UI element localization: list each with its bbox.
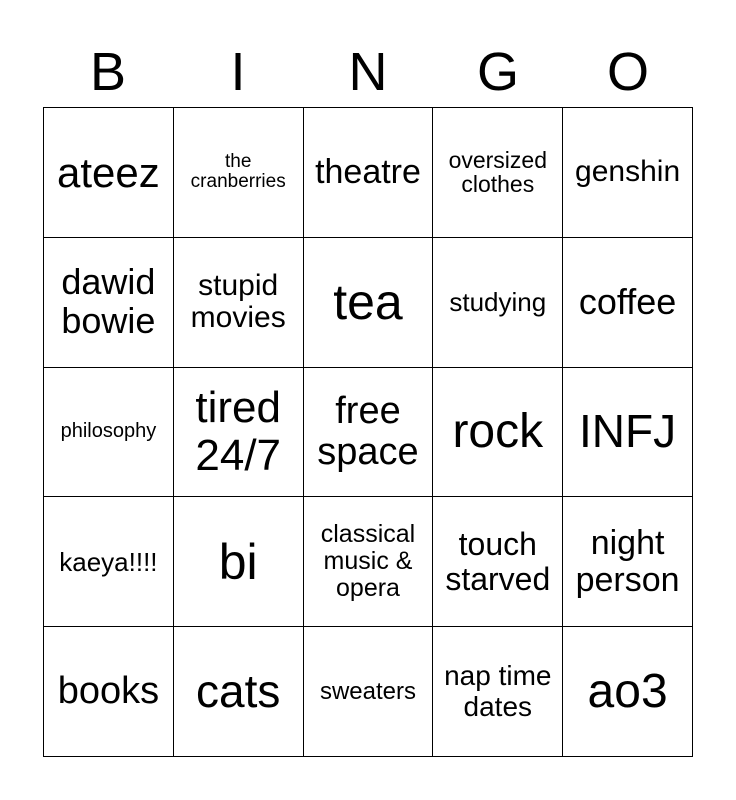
header-letter-i: I: [230, 42, 246, 102]
bingo-cell-label: philosophy: [60, 420, 157, 443]
bingo-cell[interactable]: [433, 238, 563, 368]
bingo-cell[interactable]: [563, 627, 693, 757]
bingo-cell-label: dawid bowie: [61, 261, 156, 342]
bingo-header: [43, 40, 693, 104]
bingo-cell[interactable]: [174, 108, 304, 238]
bingo-cell-label: cats: [196, 664, 281, 717]
bingo-cell[interactable]: [174, 368, 304, 498]
bingo-cell-label: stupid movies: [190, 268, 286, 335]
bingo-cell[interactable]: [304, 497, 434, 627]
bingo-cell[interactable]: [44, 108, 174, 238]
bingo-cell-label: INFJ: [579, 405, 677, 458]
bingo-cell-label: night person: [575, 524, 680, 599]
bingo-cell[interactable]: [44, 238, 174, 368]
bingo-cell-label: the cranberries: [190, 150, 286, 193]
bingo-cell[interactable]: [563, 368, 693, 498]
bingo-cell-label: nap time dates: [444, 660, 552, 722]
bingo-cell-label: bi: [218, 533, 258, 590]
bingo-cell[interactable]: [563, 238, 693, 368]
bingo-cell[interactable]: [304, 627, 434, 757]
bingo-cell-label: free space: [317, 389, 419, 473]
bingo-cell-label: rock: [452, 405, 544, 459]
bingo-cell[interactable]: [433, 627, 563, 757]
bingo-cell-label: coffee: [578, 280, 677, 322]
bingo-cell[interactable]: [563, 497, 693, 627]
header-letter-g: G: [476, 42, 519, 102]
bingo-cell[interactable]: [44, 627, 174, 757]
bingo-cell-label: studying: [449, 287, 547, 318]
bingo-cell-label: books: [57, 670, 160, 713]
bingo-cell[interactable]: [563, 108, 693, 238]
bingo-cell[interactable]: [433, 368, 563, 498]
bingo-cell[interactable]: [304, 368, 434, 498]
bingo-cell[interactable]: [433, 108, 563, 238]
bingo-cell-label: sweaters: [319, 677, 417, 705]
bingo-cell-label: tea: [333, 274, 403, 331]
bingo-cell-label: theatre: [315, 153, 421, 192]
bingo-cell-label: tired 24/7: [195, 383, 282, 480]
bingo-cell[interactable]: [174, 238, 304, 368]
bingo-cell[interactable]: [44, 497, 174, 627]
bingo-cell-label: classical music & opera: [320, 520, 416, 603]
bingo-grid: [43, 107, 693, 757]
bingo-cell[interactable]: [174, 627, 304, 757]
bingo-cell-label: ateez: [57, 148, 160, 196]
header-letter-n: N: [348, 42, 388, 102]
bingo-cell-label: kaeya!!!!: [59, 546, 158, 577]
bingo-cell[interactable]: [174, 497, 304, 627]
bingo-cell[interactable]: [304, 238, 434, 368]
bingo-cell[interactable]: [433, 497, 563, 627]
bingo-cell-label: genshin: [575, 155, 681, 189]
bingo-cell-label: touch starved: [445, 526, 551, 597]
bingo-cell-label: ao3: [587, 664, 668, 718]
header-letter-b: B: [89, 42, 127, 102]
bingo-cell[interactable]: [304, 108, 434, 238]
bingo-cell-label: oversized clothes: [448, 146, 547, 198]
header-letter-o: O: [606, 42, 649, 102]
bingo-cell[interactable]: [44, 368, 174, 498]
